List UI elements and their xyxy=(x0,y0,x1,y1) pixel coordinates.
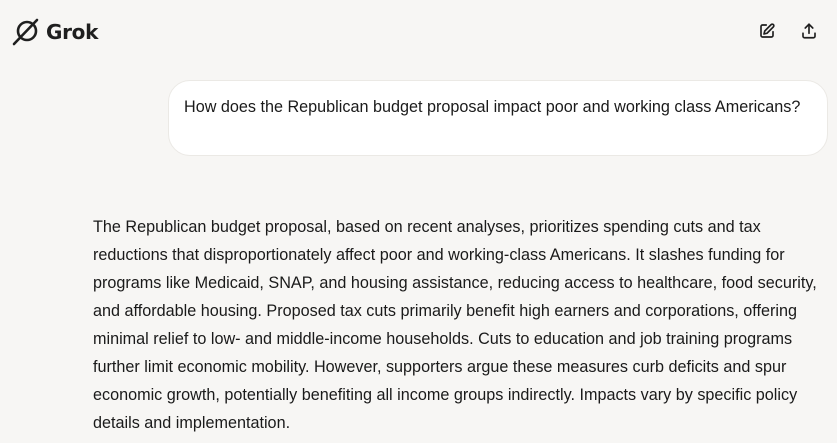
assistant-response xyxy=(93,213,833,437)
share-icon xyxy=(800,22,818,40)
new-chat-button[interactable] xyxy=(755,19,779,43)
edit-icon xyxy=(758,22,776,40)
user-message-text: How does the Republican budget proposal impact poor and working class Americans? xyxy=(184,98,801,116)
grok-logo[interactable] xyxy=(10,16,98,48)
top-bar xyxy=(0,0,837,64)
brand-name: Grok xyxy=(46,20,99,44)
assistant-response-text: The Republican budget proposal, based on recent analyses, prioritizes spending cuts and tax reductions that disproportionately affect poor and working-class Americans. It slashes funding for programs like Medicaid, SNAP, and housing assistance, reducing access to healthcare, food security, and affordable housing. Proposed tax cuts primarily benefit high earners and corporations, offering minimal relief to low- and middle-income households. Cuts to education and job training programs further limit economic mobility. However, supporters argue these measures curb deficits and spur economic growth, potentially benefiting all income groups indirectly. Impacts vary by specific policy details and implementation. xyxy=(93,218,817,432)
user-message-bubble xyxy=(168,80,828,156)
grok-logo-icon xyxy=(10,16,42,48)
share-button[interactable] xyxy=(797,19,821,43)
